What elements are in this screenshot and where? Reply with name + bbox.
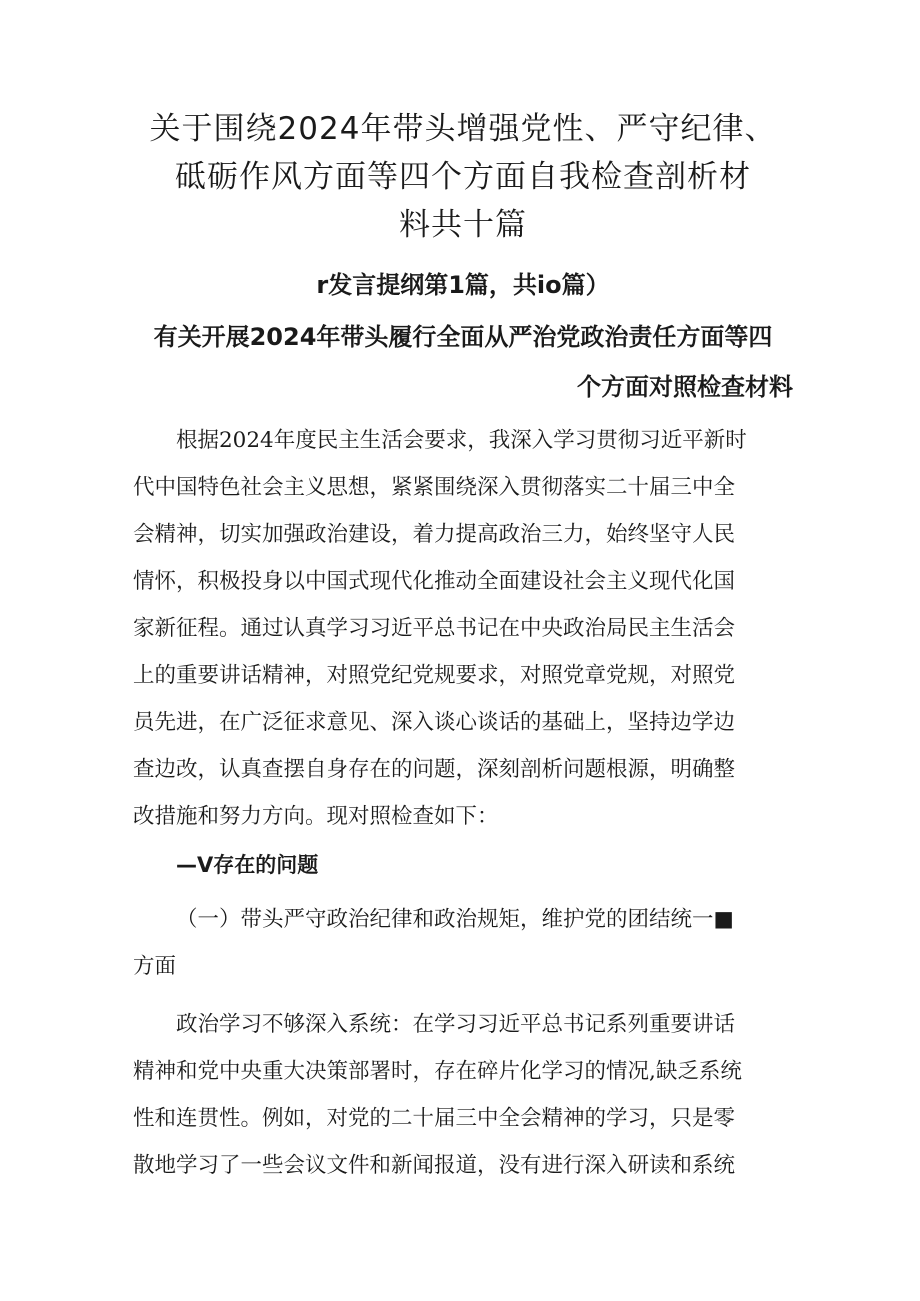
paragraph-line: 会精神，切实加强政治建设，着力提高政治三力，始终坚守人民 [133, 522, 736, 547]
document-title-line: 料共十篇 [399, 207, 527, 243]
paragraph-line: 情怀，积极投身以中国式现代化推动全面建设社会主义现代化国 [133, 569, 736, 594]
detail-paragraph [133, 1001, 793, 1189]
article-title-line: 有关开展2024年带头履行全面从严治党政治责任方面等四 [153, 323, 773, 351]
article-title-line: 个方面对照检查材料 [577, 373, 793, 401]
section-subheading: —V存在的问题 [176, 853, 319, 877]
document-title [133, 105, 793, 249]
paragraph-line: 性和连贯性。例如，对党的二十届三中全会精神的学习，只是零 [133, 1106, 736, 1131]
intro-paragraph [133, 417, 793, 840]
article-title [133, 312, 793, 412]
paragraph-line: 改措施和努力方向。现对照检查如下： [133, 804, 499, 829]
document-title-line: 关于围绕2024年带头增强党性、严守纪律、 [149, 111, 777, 147]
paragraph-line: 查边改，认真查摆自身存在的问题，深刻剖析问题根源，明确整 [133, 757, 736, 782]
paragraph-line: 代中国特色社会主义思想，紧紧围绕深入贯彻落实二十届三中全 [133, 475, 736, 500]
paragraph-line: 家新征程。通过认真学习习近平总书记在中央政治局民主生活会 [133, 616, 736, 641]
paragraph-line: 散地学习了一些会议文件和新闻报道，没有进行深入研读和系统 [133, 1153, 736, 1178]
paragraph-line: 根据2024年度民主生活会要求，我深入学习贯彻习近平新时 [176, 428, 747, 453]
paragraph-line: 员先进，在广泛征求意见、深入谈心谈话的基础上，坚持边学边 [133, 710, 736, 735]
paragraph-line: 政治学习不够深入系统：在学习习近平总书记系列重要讲话 [176, 1012, 736, 1037]
item-heading [133, 896, 793, 990]
item-heading-line: 方面 [133, 954, 177, 979]
section-header: r发言提纲第1篇，共io篇） [316, 271, 610, 299]
paragraph-line: 精神和党中央重大决策部署时，存在碎片化学习的情况,缺乏系统 [133, 1059, 742, 1084]
paragraph-line: 上的重要讲话精神，对照党纪党规要求，对照党章党规，对照党 [133, 663, 736, 688]
item-heading-line: （一）带头严守政治纪律和政治规矩，维护党的团结统一■ [176, 907, 734, 932]
document-title-line: 砥砺作风方面等四个方面自我检查剖析材 [175, 159, 751, 195]
